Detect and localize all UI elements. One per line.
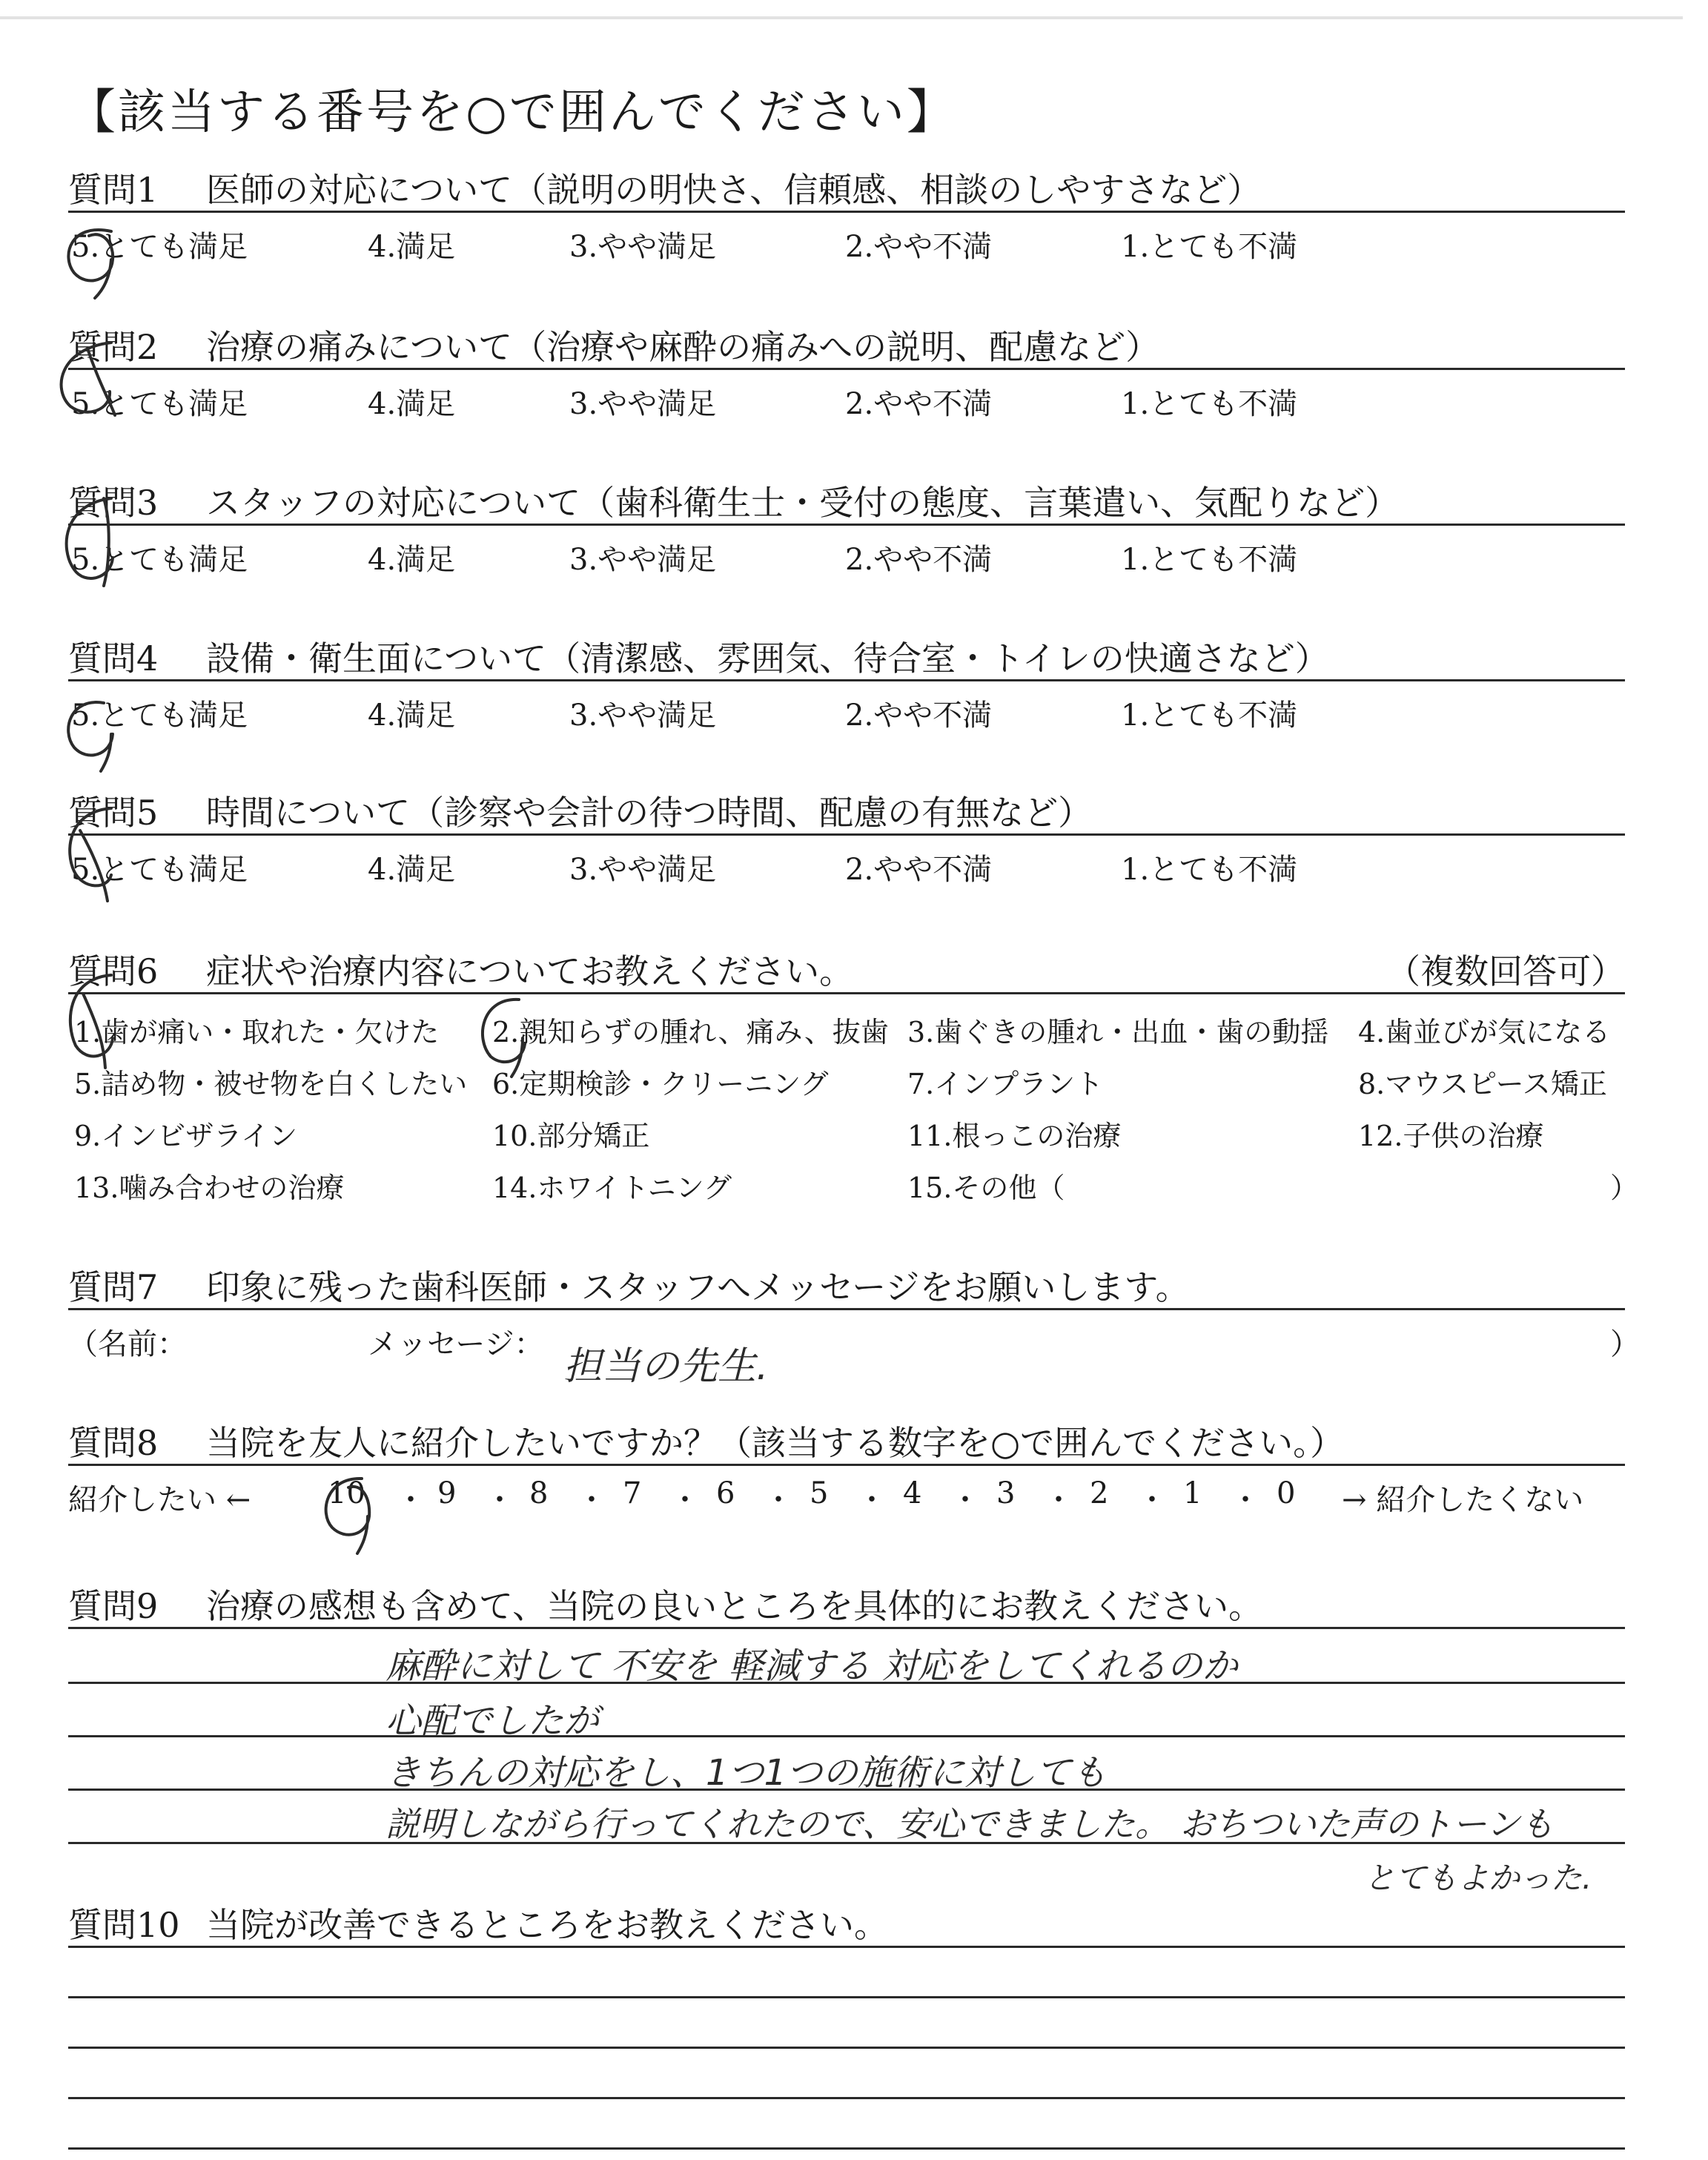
question-6	[68, 945, 1639, 1217]
option-4[interactable]: 4.満足	[368, 543, 456, 577]
symptom-option-8[interactable]: 8.マウスピース矯正	[1358, 1068, 1607, 1100]
message-close-paren: ）	[1610, 1327, 1640, 1361]
rating-scale	[68, 213, 1625, 269]
question-text: 医師の対応について（説明の明快さ、信頼感、相談のしやすさなど）	[206, 170, 1262, 210]
handwritten-message: 担当の先生.	[563, 1344, 769, 1389]
recommend-6[interactable]: 6	[716, 1476, 735, 1510]
question-number: 質問2	[68, 327, 159, 367]
question-number: 質問9	[68, 1586, 159, 1626]
answer-line	[68, 2147, 1625, 2150]
question-10	[68, 1898, 1625, 1948]
rating-scale	[68, 370, 1625, 426]
recommend-5[interactable]: 5	[810, 1476, 829, 1510]
rating-scale	[68, 836, 1625, 892]
symptom-option-2[interactable]: 2.親知らずの腫れ、痛み、抜歯	[492, 1016, 889, 1048]
question-number: 質問10	[68, 1905, 180, 1945]
symptom-option-13[interactable]: 13.噛み合わせの治療	[74, 1172, 345, 1204]
symptom-option-1[interactable]: 1.歯が痛い・取れた・欠けた	[74, 1016, 440, 1048]
recommend-left-label: 紹介したい ←	[68, 1483, 251, 1517]
question-number: 質問4	[68, 638, 159, 678]
symptom-option-3[interactable]: 3.歯ぐきの腫れ・出血・歯の動揺	[907, 1016, 1329, 1048]
option-3[interactable]: 3.やや満足	[569, 230, 717, 264]
rating-scale	[68, 681, 1625, 738]
separator-dot: ・	[396, 1483, 426, 1517]
question-number: 質問7	[68, 1267, 159, 1307]
recommend-0[interactable]: 0	[1277, 1476, 1296, 1510]
symptom-options	[68, 994, 1639, 1217]
option-2[interactable]: 2.やや不満	[845, 853, 993, 887]
option-3[interactable]: 3.やや満足	[569, 543, 717, 577]
scan-top-edge	[0, 16, 1683, 19]
option-3[interactable]: 3.やや満足	[569, 698, 717, 733]
answer-line	[68, 2047, 1625, 2049]
question-2	[68, 320, 1625, 426]
symptom-option-14[interactable]: 14.ホワイトニング	[492, 1172, 732, 1204]
recommend-4[interactable]: 4	[903, 1476, 922, 1510]
handwritten-answer-line-3: きちんの対応をし、1つ1つの施術に対しても	[385, 1752, 1108, 1794]
question-4	[68, 632, 1625, 738]
rating-scale	[68, 526, 1625, 582]
answer-line	[68, 1735, 1625, 1737]
separator-dot: ・	[1137, 1483, 1167, 1517]
multiple-answer-note: （複数回答可）	[1386, 951, 1625, 991]
option-4[interactable]: 4.満足	[368, 230, 456, 264]
question-text: 症状や治療内容についてお教えください。	[206, 951, 854, 991]
option-1[interactable]: 1.とても不満	[1121, 698, 1298, 733]
question-text: スタッフの対応について（歯科衛生士・受付の態度、言葉遣い、気配りなど）	[206, 483, 1400, 523]
separator-dot: ・	[670, 1483, 700, 1517]
question-1	[68, 163, 1625, 269]
option-1[interactable]: 1.とても不満	[1121, 230, 1298, 264]
recommend-3[interactable]: 3	[996, 1476, 1016, 1510]
option-2[interactable]: 2.やや不満	[845, 387, 993, 421]
option-5[interactable]: 5.とても満足	[71, 853, 248, 887]
recommend-8[interactable]: 8	[529, 1476, 549, 1510]
handwritten-answer-line-1: 麻酔に対して 不安を 軽減する 対応をしてくれるのか	[385, 1645, 1238, 1687]
option-2[interactable]: 2.やや不満	[845, 543, 993, 577]
option-5[interactable]: 5.とても満足	[71, 698, 248, 733]
option-3[interactable]: 3.やや満足	[569, 853, 717, 887]
symptom-option-7[interactable]: 7.インプラント	[907, 1068, 1104, 1100]
symptom-option-10[interactable]: 10.部分矯正	[492, 1120, 650, 1152]
question-text: 当院が改善できるところをお教えください。	[206, 1905, 888, 1945]
name-label: （名前：	[68, 1327, 187, 1361]
option-1[interactable]: 1.とても不満	[1121, 543, 1298, 577]
question-5	[68, 786, 1625, 892]
recommend-scale	[68, 1466, 1625, 1518]
option-4[interactable]: 4.満足	[368, 698, 456, 733]
option-3[interactable]: 3.やや満足	[569, 387, 717, 421]
symptom-option-12[interactable]: 12.子供の治療	[1358, 1120, 1544, 1152]
question-number: 質問6	[68, 951, 159, 991]
question-text: 印象に残った歯科医師・スタッフへメッセージをお願いします。	[206, 1267, 1190, 1307]
question-number: 質問5	[68, 793, 159, 833]
question-text: 当院を友人に紹介したいですか？（該当する数字を○で囲んでください。）	[206, 1423, 1345, 1463]
message-row	[68, 1310, 1640, 1362]
symptom-option-4[interactable]: 4.歯並びが気になる	[1358, 1016, 1611, 1048]
option-1[interactable]: 1.とても不満	[1121, 853, 1298, 887]
question-3	[68, 476, 1625, 582]
handwritten-answer-line-4: 説明しながら行ってくれたので、安心できました。 おちついた声のトーンも	[385, 1804, 1555, 1844]
question-text: 時間について（診察や会計の待つ時間、配慮の有無など）	[206, 793, 1093, 833]
option-5[interactable]: 5.とても満足	[71, 387, 248, 421]
question-7	[68, 1261, 1640, 1362]
answer-line	[68, 2097, 1625, 2099]
question-text: 設備・衛生面について（清潔感、雰囲気、待合室・トイレの快適さなど）	[206, 638, 1329, 678]
recommend-2[interactable]: 2	[1090, 1476, 1109, 1510]
page-title: 【該当する番号を○で囲んでください】	[68, 85, 956, 140]
recommend-7[interactable]: 7	[623, 1476, 642, 1510]
option-5[interactable]: 5.とても満足	[71, 230, 248, 264]
symptom-option-5[interactable]: 5.詰め物・被せ物を白くしたい	[74, 1068, 468, 1100]
separator-dot: ・	[764, 1483, 793, 1517]
question-8	[68, 1416, 1625, 1518]
symptom-option-6[interactable]: 6.定期検診・クリーニング	[492, 1068, 829, 1100]
separator-dot: ・	[577, 1483, 606, 1517]
option-4[interactable]: 4.満足	[368, 853, 456, 887]
recommend-right-label: → 紹介したくない	[1342, 1483, 1584, 1517]
option-2[interactable]: 2.やや不満	[845, 230, 993, 264]
symptom-option-15[interactable]: 15.その他（	[907, 1172, 1065, 1204]
question-text: 治療の痛みについて（治療や麻酔の痛みへの説明、配慮など）	[206, 327, 1160, 367]
other-close-paren: ）	[1610, 1172, 1639, 1204]
message-label: メッセージ：	[368, 1327, 544, 1361]
option-2[interactable]: 2.やや不満	[845, 698, 993, 733]
separator-dot: ・	[950, 1483, 980, 1517]
separator-dot: ・	[1231, 1483, 1260, 1517]
question-number: 質問8	[68, 1423, 159, 1463]
separator-dot: ・	[485, 1483, 514, 1517]
question-9	[68, 1579, 1625, 1629]
answer-line	[68, 1996, 1625, 1998]
option-5[interactable]: 5.とても満足	[71, 543, 248, 577]
handwritten-answer-line-2: 心配でしたが	[385, 1700, 600, 1742]
recommend-10[interactable]: 10	[328, 1476, 365, 1510]
separator-dot: ・	[857, 1483, 887, 1517]
recommend-9[interactable]: 9	[437, 1476, 457, 1510]
question-number: 質問3	[68, 483, 159, 523]
option-4[interactable]: 4.満足	[368, 387, 456, 421]
symptom-option-11[interactable]: 11.根っこの治療	[907, 1120, 1122, 1152]
separator-dot: ・	[1044, 1483, 1073, 1517]
question-number: 質問1	[68, 170, 159, 210]
question-text: 治療の感想も含めて、当院の良いところを具体的にお教えください。	[206, 1586, 1263, 1626]
recommend-1[interactable]: 1	[1183, 1476, 1202, 1510]
handwritten-answer-line-5: とてもよかった.	[1364, 1860, 1592, 1896]
option-1[interactable]: 1.とても不満	[1121, 387, 1298, 421]
symptom-option-9[interactable]: 9.インビザライン	[74, 1120, 298, 1152]
